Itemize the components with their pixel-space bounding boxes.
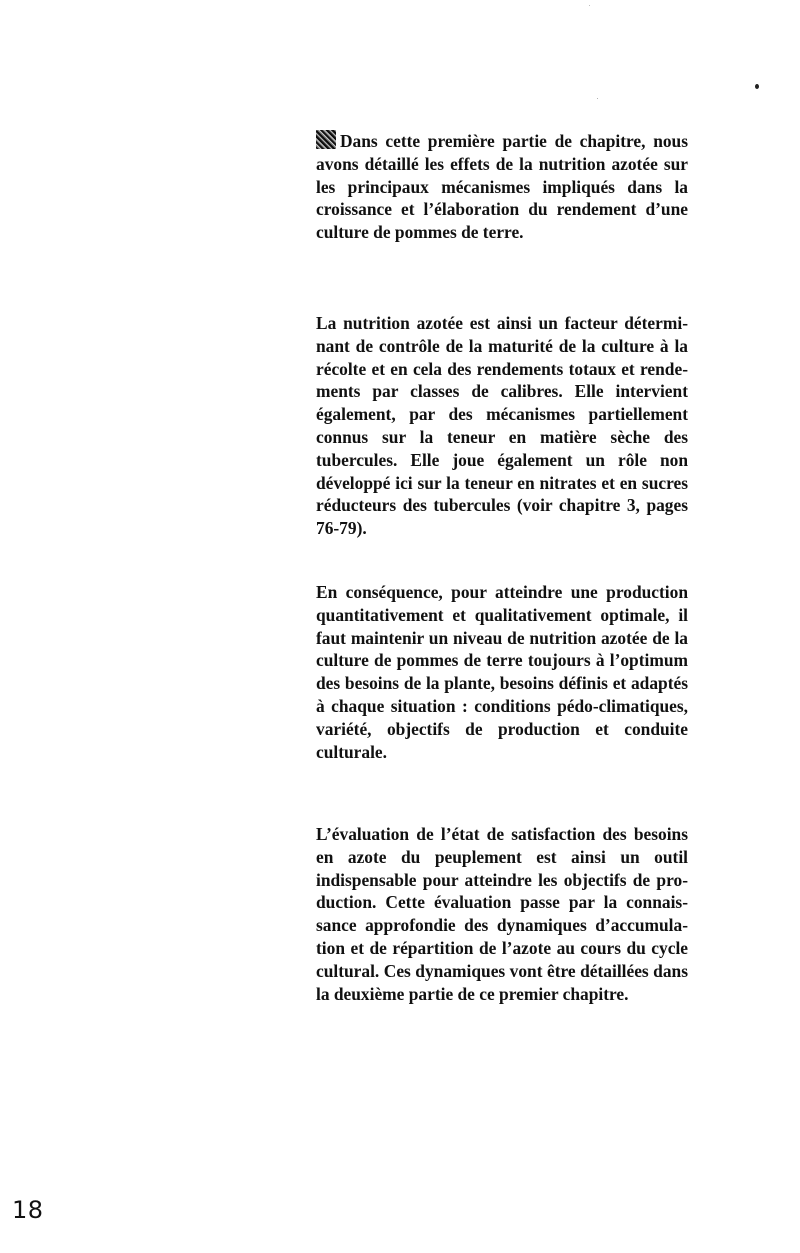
ink-speck [755, 84, 759, 89]
ink-speck [589, 5, 590, 6]
textured-square-bullet-icon [316, 130, 336, 149]
paragraph-text: La nutrition azotée est ainsi un facteur déterminant de contrôle de la maturité de la culture à la récolte et en cela des rendements totaux et rendements par classes de calibres. Elle intervient également, par des mécanismes partiellement connus sur la teneur en matière sèche des tubercules. Elle joue également un rôle non développé ici sur la teneur en nitrates et en sucres réducteurs des tubercules (voir chapitre 3, pages 76-79). [316, 313, 688, 539]
paragraph-evaluation [316, 823, 688, 1005]
paragraph-text: L’évaluation de l’état de satisfaction des besoins en azote du peuplement est ainsi un outil indispensable pour atteindre les objectifs de production. Cette évaluation passe par la connaissance approfondie des dynamiques d’accumulation et de répartition de l’azote au cours du cycle cultural. Ces dynamiques vont être détaillées dans la deuxième partie de ce premier chapitre. [316, 824, 688, 1004]
paragraph-intro [316, 130, 688, 244]
paragraph-text: Dans cette première partie de chapitre, nous avons détaillé les effets de la nutrition azotée sur les principaux mécanismes impliqués dans la croissance et l’élaboration du rendement d’une culture de pommes de terre. [316, 131, 688, 243]
page-number: 18 [12, 1196, 44, 1224]
paragraph-nitrogen-factor [316, 312, 688, 540]
ink-speck [597, 98, 598, 99]
paragraph-text: En conséquence, pour atteindre une production quantitativement et qualitativement optimale, il faut maintenir un niveau de nutrition azotée de la culture de pommes de terre toujours à l’optimum des besoins de la plante, besoins définis et adaptés à chaque situation : conditions pédo-climatiques, variété, objectifs de production et conduite culturale. [316, 582, 688, 762]
paragraph-consequence [316, 581, 688, 763]
